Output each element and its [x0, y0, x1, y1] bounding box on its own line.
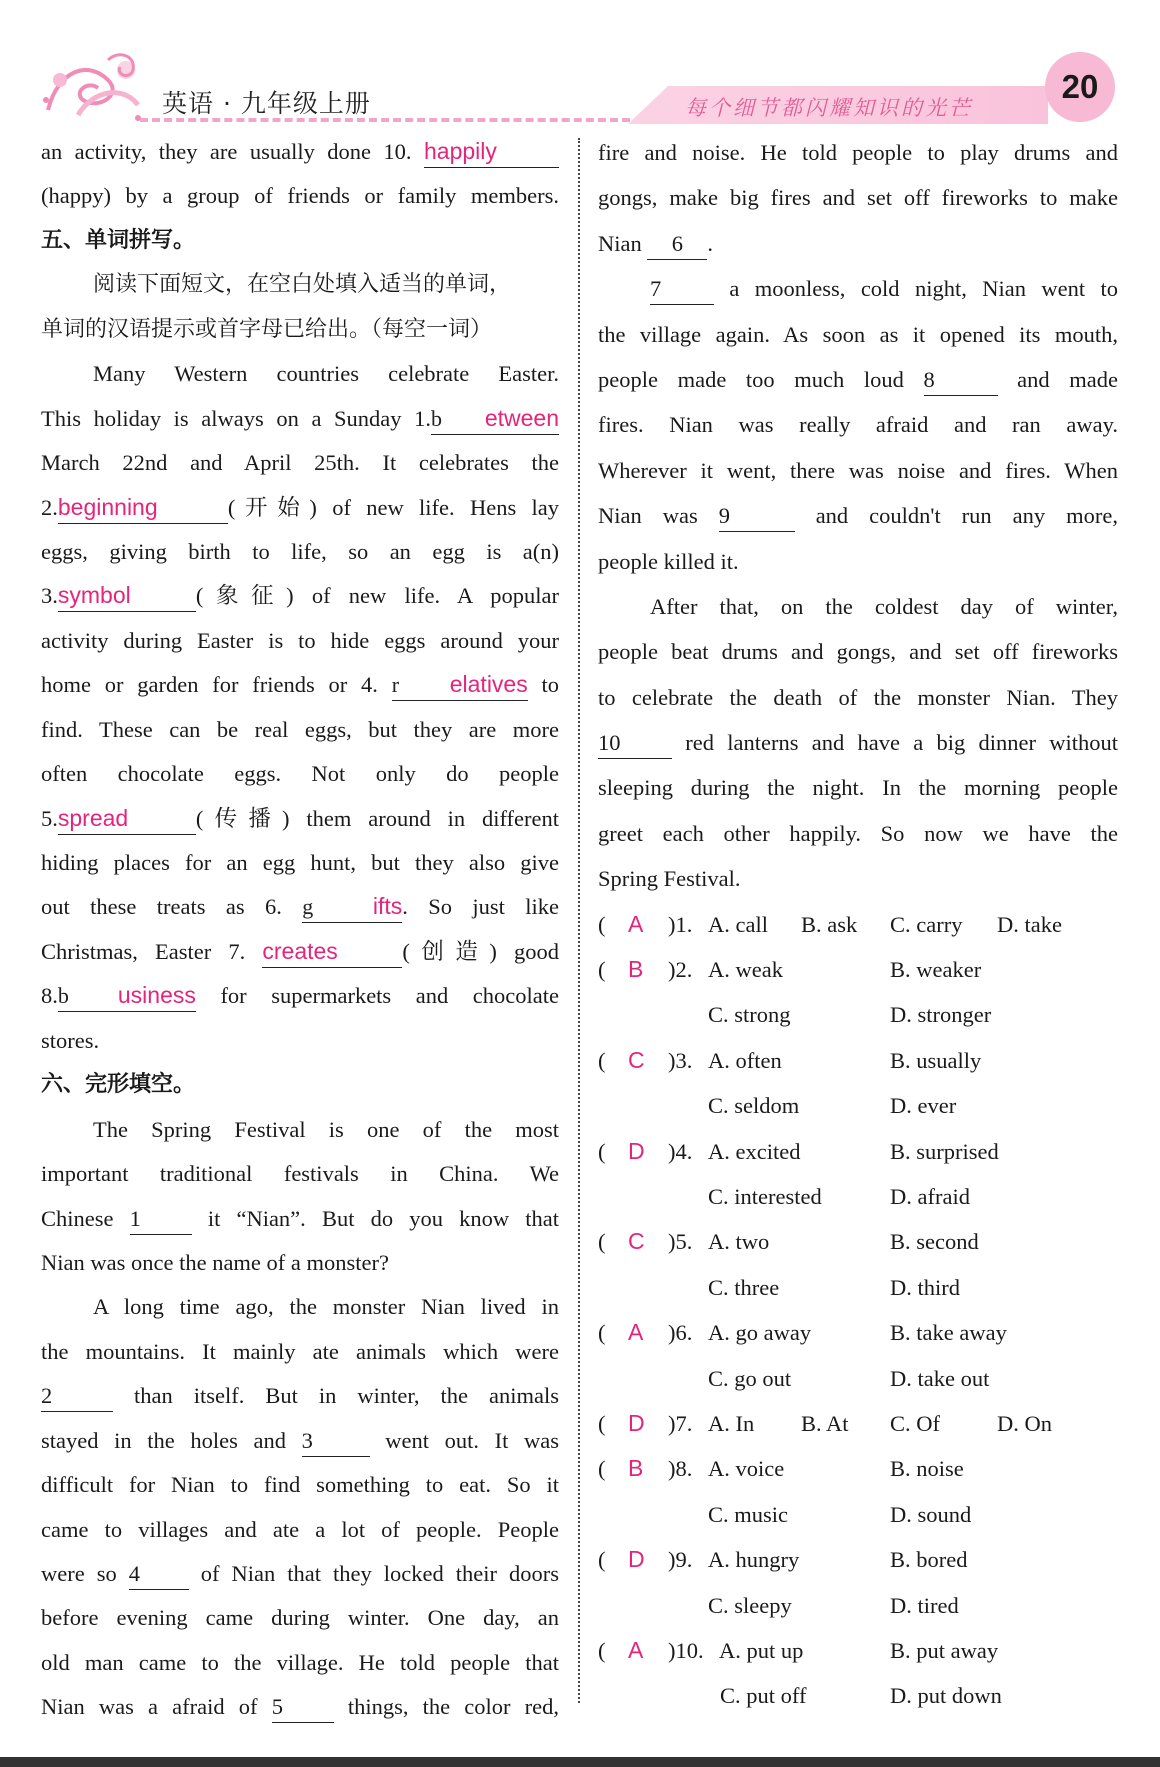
text-line: Spring Festival.: [598, 866, 741, 892]
question-4-row2: [598, 1174, 1118, 1219]
option-a[interactable]: A. call: [708, 911, 768, 937]
question-8-row2: [598, 1492, 1118, 1537]
text-line: fires. Nian was really afraid and ran away.: [598, 412, 1118, 438]
text-line: gongs, make big fires and set off fireworks to make: [598, 185, 1118, 211]
text-line: 2 than itself. But in winter, the animals: [41, 1374, 559, 1418]
option-c[interactable]: C. seldom: [708, 1093, 800, 1119]
answer-choice[interactable]: A: [628, 910, 644, 937]
text-line: 2.beginning (开始) of new life. Hens lay: [41, 486, 559, 530]
section-title-6: 六、完形填空。: [41, 1072, 196, 1098]
option-d[interactable]: D. take out: [890, 1365, 990, 1391]
cloze-blank-2[interactable]: 2: [41, 1381, 113, 1412]
option-a[interactable]: A. two: [708, 1229, 770, 1255]
cloze-blank-3[interactable]: 3: [302, 1426, 370, 1457]
option-b[interactable]: B. ask: [801, 911, 858, 937]
text-line: before evening came during winter. One day, an: [41, 1605, 559, 1631]
text-line: March 22nd and April 25th. It celebrates the: [41, 450, 559, 476]
answer-choice[interactable]: D: [628, 1137, 645, 1164]
option-d[interactable]: D. put down: [890, 1683, 1002, 1709]
text-line: old man came to the village. He told people that: [41, 1649, 559, 1675]
instruction-line: 阅读下面短文，在空白处填入适当的单词，: [93, 272, 512, 298]
text-line: people made too much loud 8 and made: [598, 357, 1118, 402]
option-b[interactable]: B. bored: [890, 1547, 968, 1573]
option-a[interactable]: A. go away: [708, 1320, 812, 1346]
instruction-line: 单词的汉语提示或首字母已给出。（每空一词）: [41, 316, 493, 342]
question-5: ( C )5. A. two B. second: [598, 1219, 1118, 1264]
text-line: fire and noise. He told people to play drums and: [598, 140, 1118, 165]
floral-logo-icon: [38, 50, 148, 125]
text-line: people beat drums and gongs, and set off fireworks: [598, 639, 1118, 665]
text-line: the mountains. It mainly ate animals which were: [41, 1338, 559, 1364]
cloze-blank-8[interactable]: 8: [924, 365, 998, 396]
text-line: hiding places for an egg hunt, but they also give: [41, 850, 559, 875]
cloze-blank-7[interactable]: 7: [650, 274, 714, 305]
answer-blank-5[interactable]: spread: [58, 803, 196, 835]
column-divider: [578, 138, 580, 1703]
text-line: to celebrate the death of the monster Nian. They: [598, 684, 1118, 710]
text-line: Nian was once the name of a monster?: [41, 1249, 389, 1275]
option-b[interactable]: B. surprised: [890, 1138, 999, 1164]
question-10: ( A )10. A. put up B. put away: [598, 1628, 1118, 1673]
option-a[interactable]: A. often: [708, 1047, 782, 1073]
option-c[interactable]: C. interested: [708, 1183, 822, 1209]
option-a[interactable]: A. weak: [708, 957, 783, 983]
text-line: The Spring Festival is one of the most: [93, 1116, 559, 1142]
option-d[interactable]: D. afraid: [890, 1183, 970, 1209]
text-line: were so 4 of Nian that they locked their doors: [41, 1552, 559, 1596]
cloze-blank-1[interactable]: 1: [130, 1204, 192, 1235]
option-c[interactable]: C. music: [708, 1501, 789, 1527]
left-column: [41, 130, 559, 1730]
text-line: This holiday is always on a Sunday 1.b etween: [41, 397, 559, 441]
text-line: Nian was 9 and couldn't run any more,: [598, 493, 1118, 538]
question-3-row2: [598, 1083, 1118, 1128]
question-6-row2: [598, 1356, 1118, 1401]
option-d[interactable]: D. take: [997, 911, 1062, 937]
answer-blank-6[interactable]: g ifts: [302, 891, 402, 923]
text-line: Wherever it went, there was noise and fires. When: [598, 457, 1118, 483]
option-d[interactable]: D. On: [997, 1410, 1052, 1436]
option-c[interactable]: C. strong: [708, 1002, 791, 1028]
text-line: an activity, they are usually done 10. happily: [41, 130, 559, 174]
answer-blank-7[interactable]: creates: [262, 936, 402, 968]
option-a[interactable]: A. hungry: [708, 1547, 800, 1573]
question-2-row2: [598, 992, 1118, 1037]
question-10-row2: [598, 1673, 1118, 1718]
text-line: 8.b usiness for supermarkets and chocolate: [41, 974, 559, 1018]
answer-choice[interactable]: D: [628, 1409, 645, 1436]
option-c[interactable]: C. Of: [890, 1410, 940, 1436]
answer-blank-1[interactable]: b etween: [431, 403, 559, 435]
question-6: ( A )6. A. go away B. take away: [598, 1310, 1118, 1355]
text-line: Many Western countries celebrate Easter.: [93, 361, 559, 387]
option-d[interactable]: D. third: [890, 1274, 960, 1300]
cloze-blank-10[interactable]: 10: [598, 728, 672, 759]
answer-choice[interactable]: D: [628, 1546, 645, 1573]
right-column: [598, 130, 1118, 1719]
cloze-blank-4[interactable]: 4: [129, 1559, 189, 1590]
text-line: 5.spread (传播) them around in different: [41, 797, 559, 841]
question-7: ( D )7. A. In B. At C. Of D. On: [598, 1401, 1118, 1446]
question-3: ( C )3. A. often B. usually: [598, 1038, 1118, 1083]
text-line: often chocolate eggs. Not only do people: [41, 761, 559, 787]
cloze-blank-5[interactable]: 5: [272, 1692, 334, 1723]
option-d[interactable]: D. ever: [890, 1093, 957, 1119]
page-bottom-edge: [0, 1757, 1160, 1767]
answer-choice[interactable]: C: [628, 1228, 645, 1255]
answer-choice[interactable]: C: [628, 1046, 645, 1073]
text-line: 10 red lanterns and have a big dinner without: [598, 720, 1118, 765]
answer-blank-3[interactable]: symbol: [58, 580, 196, 612]
text-line: important traditional festivals in China. We: [41, 1161, 559, 1187]
option-c[interactable]: C. carry: [890, 911, 963, 937]
option-a[interactable]: A. excited: [708, 1138, 801, 1164]
option-d[interactable]: D. sound: [890, 1501, 972, 1527]
text-line: After that, on the coldest day of winter,: [650, 593, 1118, 619]
page-header: [0, 0, 1160, 130]
text-line: home or garden for friends or 4. r elatives to: [41, 663, 559, 707]
answer-blank-10[interactable]: happily: [424, 136, 559, 168]
question-1: ( A )1. A. call B. ask C. carry D. take: [598, 902, 1118, 947]
option-b[interactable]: B. weaker: [890, 957, 982, 983]
answer-blank-8[interactable]: b usiness: [58, 980, 196, 1012]
text-line: 3.symbol (象征) of new life. A popular: [41, 574, 559, 618]
question-4: ( D )4. A. excited B. surprised: [598, 1129, 1118, 1174]
text-line: difficult for Nian to find something to eat. So it: [41, 1472, 559, 1498]
option-b[interactable]: B. At: [801, 1410, 849, 1436]
text-line: Chinese 1 it “Nian”. But do you know that: [41, 1197, 559, 1241]
text-line: eggs, giving birth to life, so an egg is a(n): [41, 538, 559, 564]
text-line: greet each other happily. So now we have the: [598, 820, 1118, 846]
answer-choice[interactable]: B: [628, 956, 644, 983]
answer-blank-2[interactable]: beginning: [58, 492, 228, 524]
answer-choice[interactable]: B: [628, 1455, 644, 1482]
text-line: stayed in the holes and 3 went out. It was: [41, 1419, 559, 1463]
page-number: 20: [1061, 68, 1099, 105]
text-line: Christmas, Easter 7. creates (创造) good: [41, 930, 559, 974]
text-line: (happy) by a group of friends or family members.: [41, 183, 559, 209]
option-c[interactable]: C. go out: [708, 1365, 792, 1391]
cloze-blank-9[interactable]: 9: [719, 501, 795, 532]
answer-choice[interactable]: A: [628, 1319, 644, 1346]
slogan-text: 每个细节都闪耀知识的光芒: [685, 96, 973, 120]
option-b[interactable]: B. put away: [890, 1637, 999, 1663]
option-b[interactable]: B. noise: [890, 1456, 964, 1482]
question-5-row2: [598, 1265, 1118, 1310]
book-title: 英语 · 九年级上册: [162, 89, 371, 118]
option-b[interactable]: B. second: [890, 1229, 979, 1255]
text-line: came to villages and ate a lot of people. People: [41, 1516, 559, 1542]
answer-blank-4[interactable]: r elatives: [392, 669, 528, 701]
option-b[interactable]: B. usually: [890, 1047, 982, 1073]
question-2: ( B )2. A. weak B. weaker: [598, 947, 1118, 992]
section-title-5: 五、单词拼写。: [41, 227, 196, 253]
option-a[interactable]: A. voice: [708, 1456, 785, 1482]
option-c[interactable]: C. sleepy: [708, 1592, 792, 1618]
header-divider: [140, 118, 630, 122]
text-line: activity during Easter is to hide eggs around your: [41, 627, 559, 653]
option-d[interactable]: D. stronger: [890, 1002, 992, 1028]
question-8: ( B )8. A. voice B. noise: [598, 1446, 1118, 1491]
option-d[interactable]: D. tired: [890, 1592, 959, 1618]
answer-choice[interactable]: A: [628, 1636, 644, 1663]
option-c[interactable]: C. three: [708, 1274, 780, 1300]
text-line: people killed it.: [598, 548, 739, 574]
text-line: sleeping during the night. In the morning people: [598, 775, 1118, 801]
question-9: ( D )9. A. hungry B. bored: [598, 1537, 1118, 1582]
option-b[interactable]: B. take away: [890, 1320, 1007, 1346]
cloze-blank-6[interactable]: 6: [647, 229, 707, 260]
text-line: stores.: [41, 1027, 100, 1053]
text-line: Nian 6 .: [598, 221, 1118, 266]
text-line: find. These can be real eggs, but they are more: [41, 716, 559, 742]
text-line: A long time ago, the monster Nian lived in: [93, 1294, 559, 1320]
question-9-row2: [598, 1583, 1118, 1628]
text-line: the village again. As soon as it opened its mouth,: [598, 321, 1118, 347]
option-a[interactable]: A. put up: [719, 1637, 804, 1663]
option-c[interactable]: C. put off: [720, 1683, 807, 1709]
text-line: Nian was a afraid of 5 things, the color red,: [41, 1685, 559, 1729]
text-line: 7 a moonless, cold night, Nian went to: [598, 266, 1118, 311]
text-line: out these treats as 6. g ifts. So just like: [41, 885, 559, 929]
option-a[interactable]: A. In: [708, 1410, 755, 1436]
